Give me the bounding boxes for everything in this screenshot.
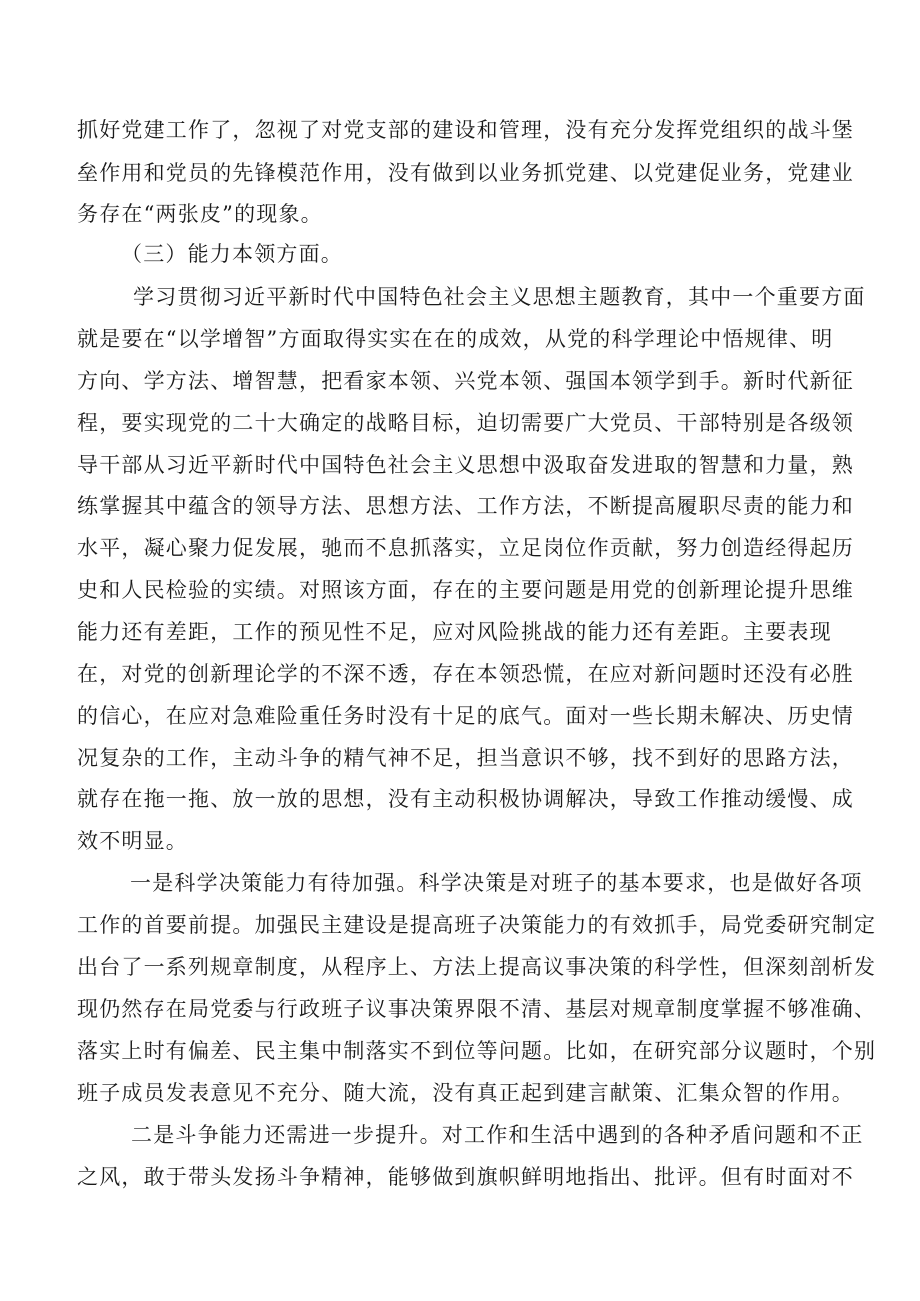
text-line: 在，对党的创新理论学的不深不透，存在本领恐慌，在应对新问题时还没有必胜	[77, 662, 854, 686]
text-line: 工作的首要前提。加强民主建设是提高班子决策能力的有效抓手，局党委研究制定	[77, 913, 877, 937]
text-line: 一是科学决策能力有待加强。科学决策是对班子的基本要求，也是做好各项	[130, 871, 863, 895]
text-line: 况复杂的工作，主动斗争的精气神不足，担当意识不够，找不到好的思路方法，	[77, 746, 854, 770]
text-line: 班子成员发表意见不充分、随大流，没有真正起到建言献策、汇集众智的作用。	[77, 1081, 854, 1105]
text-line: 出台了一系列规章制度，从程序上、方法上提高议事决策的科学性，但深刻剖析发	[77, 955, 877, 979]
text-line: 落实上时有偏差、民主集中制落实不到位等问题。比如，在研究部分议题时，个别	[77, 1039, 877, 1063]
text-line: 现仍然存在局党委与行政班子议事决策界限不清、基层对规章制度掌握不够准确、	[77, 997, 877, 1021]
text-line: 就存在拖一拖、放一放的思想，没有主动积极协调解决，导致工作推动缓慢、成	[77, 787, 854, 811]
text-line: 抓好党建工作了，忽视了对党支部的建设和管理，没有充分发挥党组织的战斗堡	[77, 118, 854, 142]
text-line: 导干部从习近平新时代中国特色社会主义思想中汲取奋发进取的智慧和力量，熟	[77, 453, 854, 477]
text-line: 程，要实现党的二十大确定的战略目标，迫切需要广大党员、干部特别是各级领	[77, 411, 854, 435]
text-line: 学习贯彻习近平新时代中国特色社会主义思想主题教育，其中一个重要方面	[133, 285, 866, 309]
text-line: 就是要在“以学增智”方面取得实实在在的成效，从党的科学理论中悟规律、明	[77, 327, 834, 351]
section-heading: （三）能力本领方面。	[121, 242, 343, 266]
text-line: 务存在“两张皮”的现象。	[77, 202, 323, 226]
text-line: 之风，敢于带头发扬斗争精神，能够做到旗帜鲜明地指出、批评。但有时面对不	[77, 1165, 854, 1189]
text-line: 方向、学方法、增智慧，把看家本领、兴党本领、强国本领学到手。新时代新征	[77, 369, 854, 393]
text-line: 练掌握其中蕴含的领导方法、思想方法、工作方法，不断提高履职尽责的能力和	[77, 494, 854, 518]
text-line: 能力还有差距，工作的预见性不足，应对风险挑战的能力还有差距。主要表现	[77, 620, 832, 644]
text-line: 效不明显。	[77, 829, 188, 853]
text-line: 水平，凝心聚力促发展，驰而不息抓落实，立足岗位作贡献，努力创造经得起历	[77, 536, 854, 560]
text-line: 垒作用和党员的先锋模范作用，没有做到以业务抓党建、以党建促业务，党建业	[77, 161, 854, 185]
text-line: 二是斗争能力还需进一步提升。对工作和生活中遇到的各种矛盾问题和不正	[131, 1123, 864, 1147]
text-line: 的信心，在应对急难险重任务时没有十足的底气。面对一些长期未解决、历史情	[77, 704, 854, 728]
text-line: 史和人民检验的实绩。对照该方面，存在的主要问题是用党的创新理论提升思维	[77, 578, 854, 602]
